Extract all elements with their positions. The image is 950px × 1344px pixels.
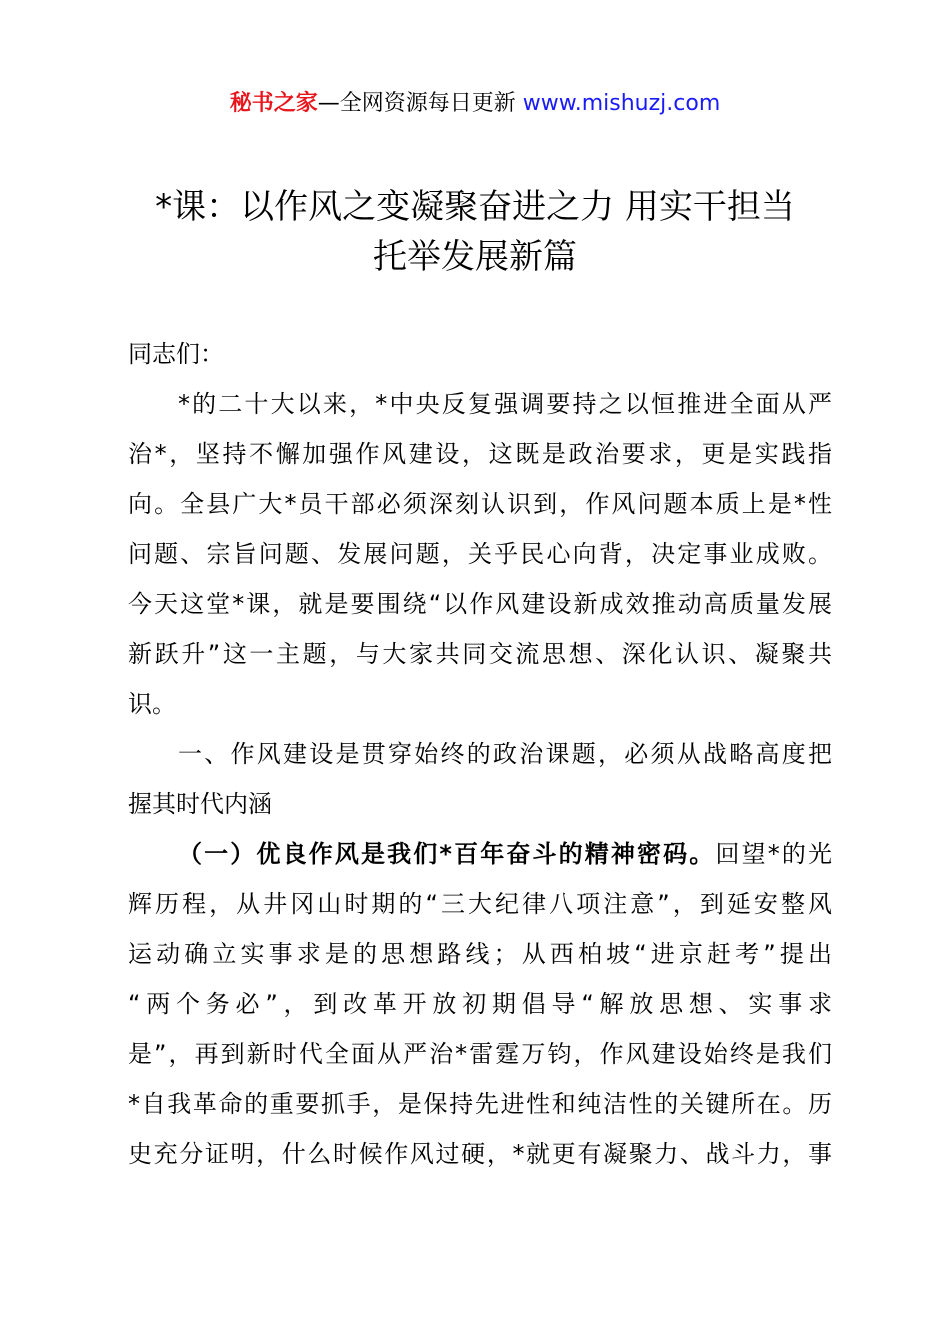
- section-heading-1: [128, 736, 832, 836]
- text-line: *自我革命的重要抓手，是保持先进性和纯洁性的关键所在。历: [128, 1090, 832, 1118]
- title-line-2: 托举发展新篇: [373, 237, 577, 277]
- text-run: 回望*的光: [715, 840, 832, 868]
- text-line: “两个务必”，到改革开放初期倡导“解放思想、实事求: [128, 990, 832, 1018]
- text-line: 史充分证明，什么时候作风过硬，*就更有凝聚力、战斗力，事: [128, 1140, 832, 1168]
- paragraph-intro: [128, 386, 832, 736]
- text-line: 辉历程，从井冈山时期的“三大纪律八项注意”，到延安整风: [128, 890, 832, 918]
- title-line-1: *课：以作风之变凝聚奋进之力 用实干担当: [155, 187, 795, 227]
- text-line: 新跃升”这一主题，与大家共同交流思想、深化认识、凝聚共: [128, 640, 832, 668]
- text-line: 运动确立实事求是的思想路线；从西柏坡“进京赶考”提出: [128, 940, 832, 968]
- text-line: 识。: [128, 690, 176, 718]
- salutation: 同志们：: [128, 340, 224, 368]
- paragraph-subsection-1: [128, 836, 832, 1186]
- text-line: *的二十大以来，*中央反复强调要持之以恒推进全面从严: [178, 390, 832, 418]
- text-line: 向。全县广大*员干部必须深刻认识到，作风问题本质上是*性: [128, 490, 832, 518]
- text-line: 是”，再到新时代全面从严治*雷霆万钧，作风建设始终是我们: [128, 1040, 832, 1068]
- subheading-lead: （一）优良作风是我们*百年奋斗的精神密码。: [178, 840, 716, 868]
- brand-name: 秘书之家: [229, 91, 318, 116]
- document-title: [100, 182, 850, 282]
- website-link[interactable]: www.mishuzj.com: [522, 91, 721, 116]
- document-body: [128, 336, 832, 1186]
- heading-line: 握其时代内涵: [128, 790, 272, 818]
- text-line: 治*，坚持不懈加强作风建设，这既是政治要求，更是实践指: [128, 440, 832, 468]
- text-line: 问题、宗旨问题、发展问题，关乎民心向背，决定事业成败。: [128, 540, 832, 568]
- text-line: [128, 836, 832, 886]
- banner-slogan: —全网资源每日更新: [317, 91, 523, 116]
- heading-line: 一、作风建设是贯穿始终的政治课题，必须从战略高度把: [178, 740, 832, 768]
- text-line: 今天这堂*课，就是要围绕“以作风建设新成效推动高质量发展: [128, 590, 832, 618]
- site-banner: [0, 88, 950, 120]
